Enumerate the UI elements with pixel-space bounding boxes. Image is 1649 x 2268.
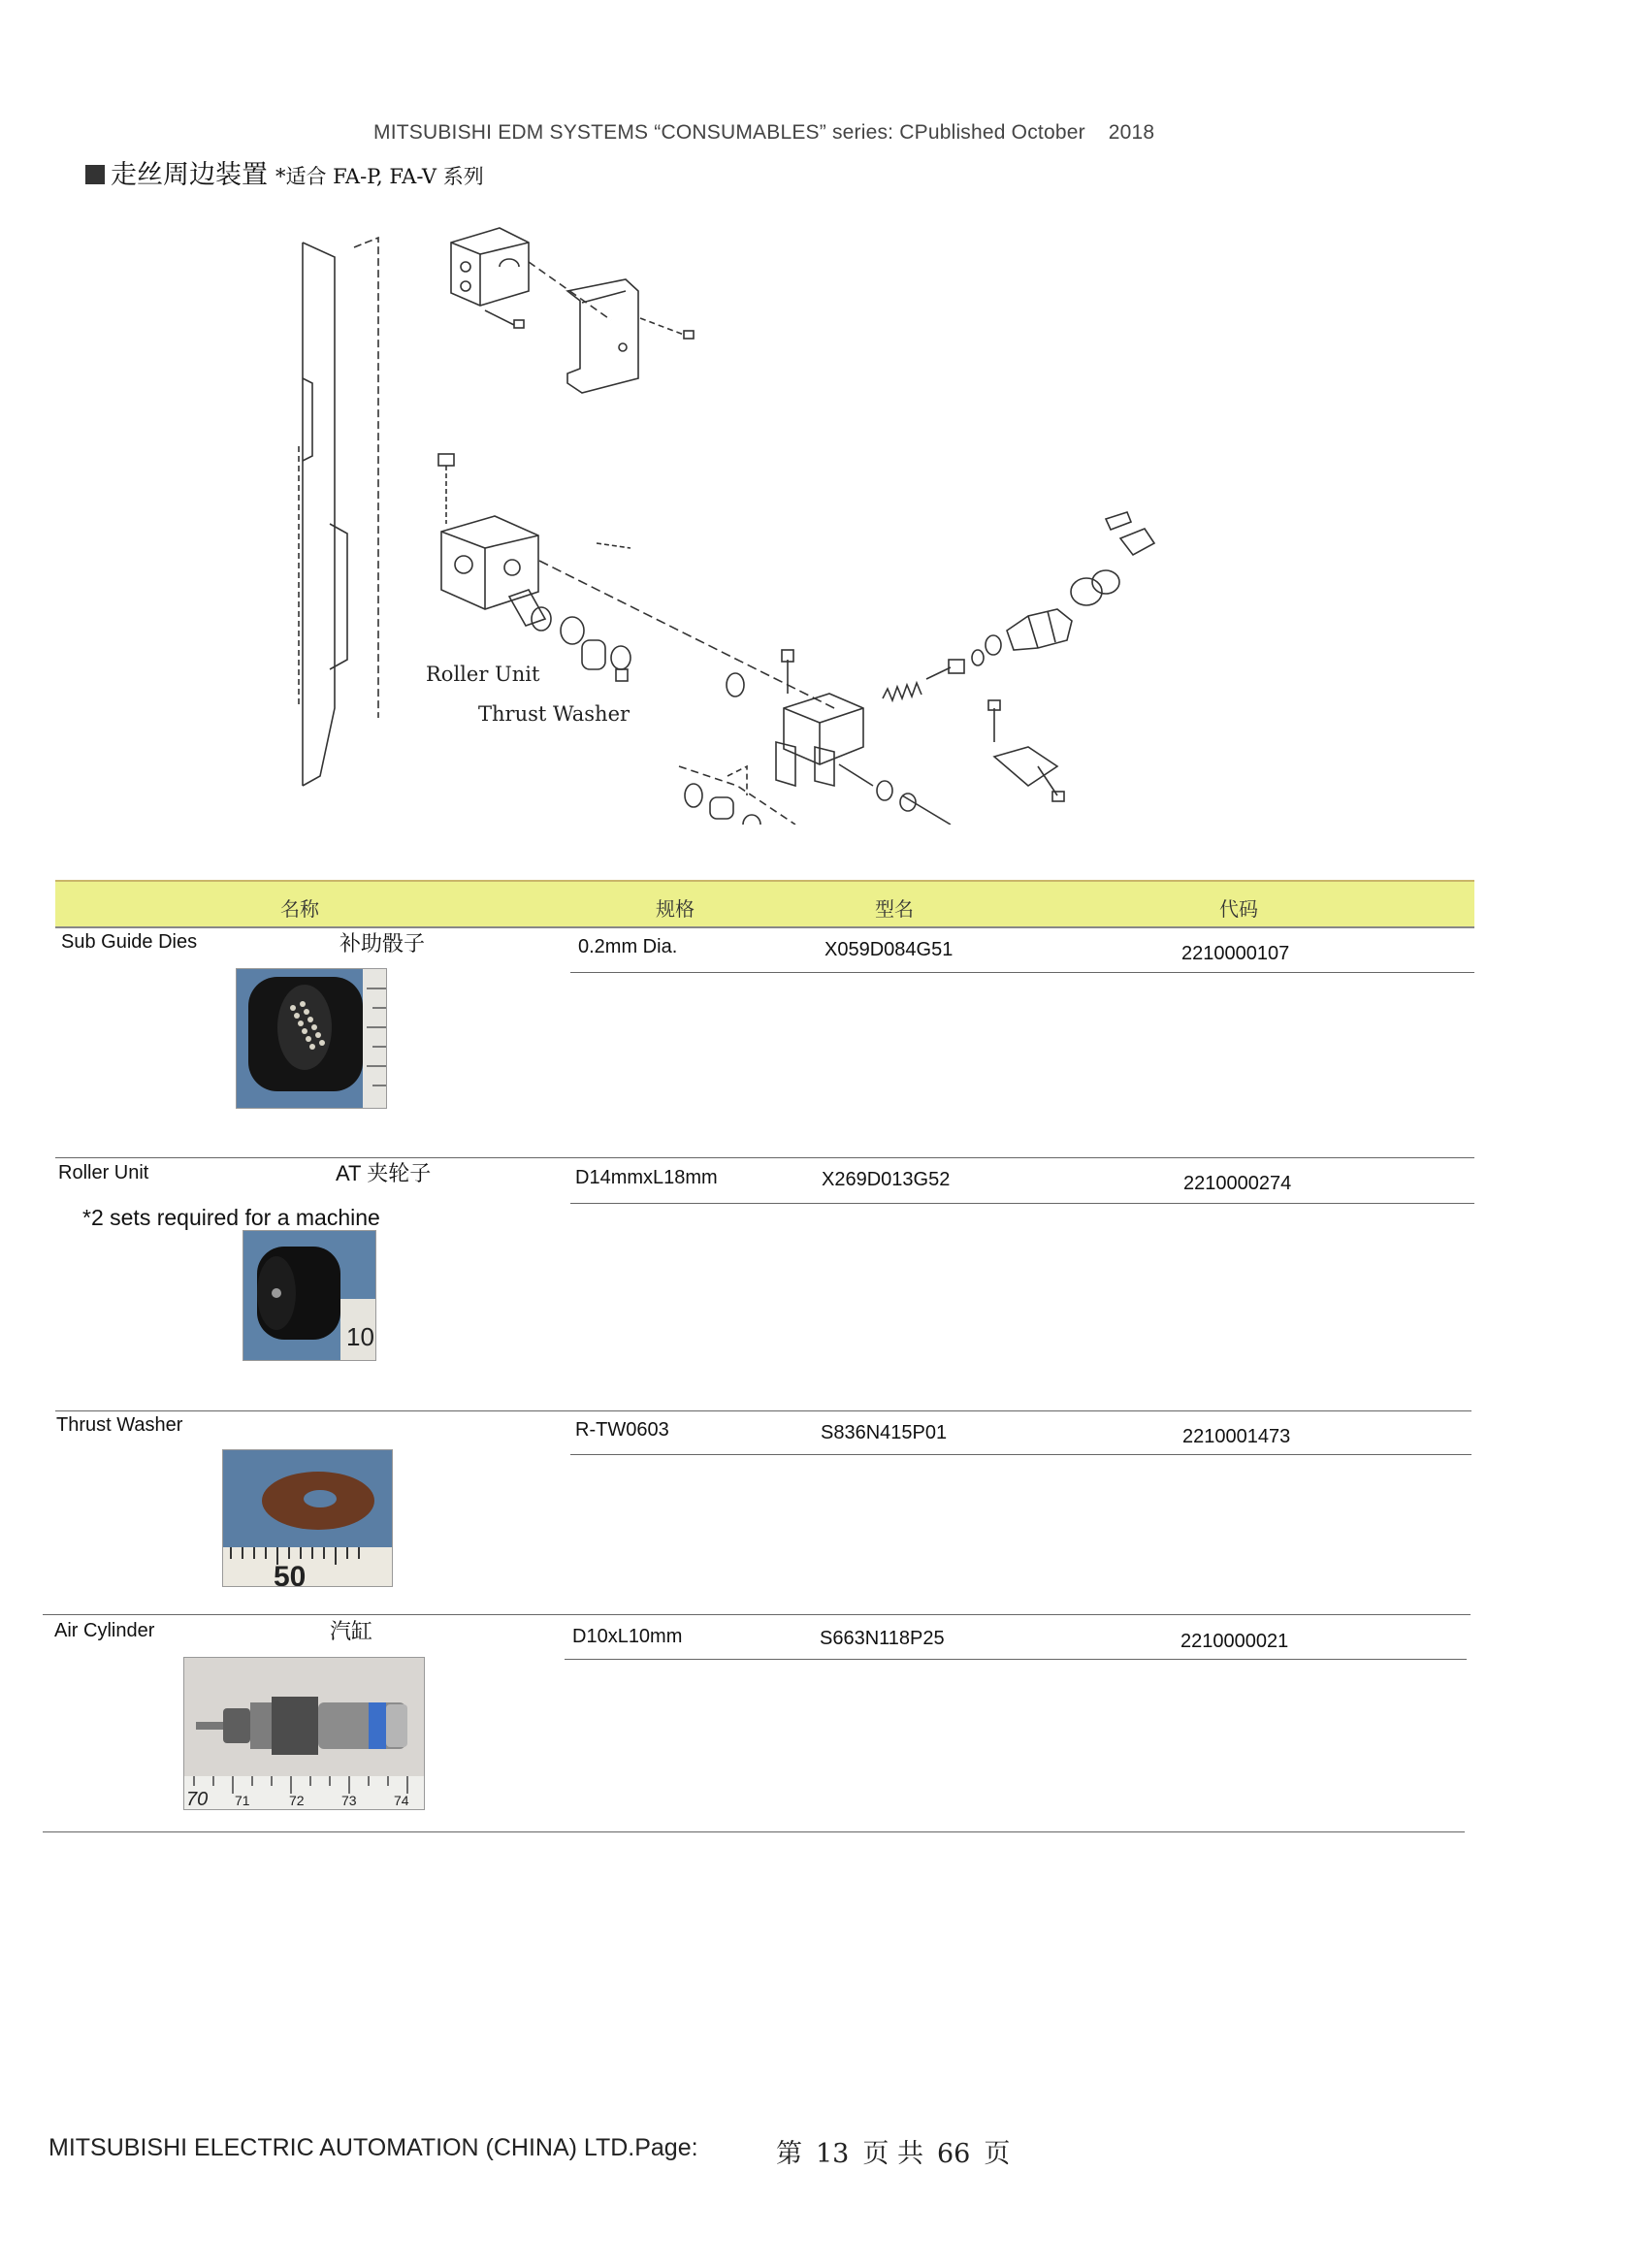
header-text: MITSUBISHI EDM SYSTEMS “CONSUMABLES” series: CPublished October bbox=[373, 121, 1085, 144]
cylinder-ruler-mark-70: 70 bbox=[186, 1789, 209, 1810]
row4-bottom-rule bbox=[43, 1831, 1465, 1832]
row1-subrule bbox=[570, 972, 1474, 973]
section-title bbox=[85, 153, 484, 191]
header-code: 代码 bbox=[1219, 897, 1258, 921]
row2-code: 2210000274 bbox=[1183, 1173, 1292, 1194]
header-year: 2018 bbox=[1108, 121, 1155, 144]
row3-bottom-rule bbox=[43, 1614, 1471, 1615]
row3-model: S836N415P01 bbox=[821, 1422, 948, 1443]
section-title-text: 走丝周边装置 bbox=[111, 160, 268, 190]
row1-name-cn: 补助骰子 bbox=[340, 931, 426, 956]
row2-spec: D14mmxL18mm bbox=[575, 1167, 718, 1188]
header-model: 型名 bbox=[875, 897, 914, 921]
row2-name-cn: AT 夹轮子 bbox=[336, 1161, 432, 1185]
row3-name-en: Thrust Washer bbox=[56, 1414, 183, 1436]
row1-spec: 0.2mm Dia. bbox=[578, 936, 678, 957]
document-header bbox=[373, 121, 1154, 145]
row1-code: 2210000107 bbox=[1181, 943, 1290, 964]
row2-name-en: Roller Unit bbox=[58, 1162, 149, 1183]
row3-spec: R-TW0603 bbox=[575, 1419, 669, 1441]
sub-guide-dies-photo bbox=[236, 968, 387, 1109]
exploded-assembly-diagram bbox=[291, 204, 1164, 825]
header-spec: 规格 bbox=[656, 897, 695, 921]
section-subtitle: *适合 FA-P, FA-V 系列 bbox=[275, 165, 484, 188]
row4-model: S663N118P25 bbox=[820, 1628, 945, 1649]
row4-name-en: Air Cylinder bbox=[54, 1620, 155, 1641]
page-total: 66 bbox=[936, 2139, 971, 2169]
cylinder-ruler-mark-72: 72 bbox=[289, 1793, 305, 1808]
row4-spec: D10xL10mm bbox=[572, 1626, 683, 1647]
row1-model: X059D084G51 bbox=[824, 939, 954, 960]
table-header bbox=[55, 880, 1474, 928]
page-number: 13 bbox=[816, 2139, 850, 2169]
footer-company: MITSUBISHI ELECTRIC AUTOMATION (CHINA) LTD.Page: bbox=[48, 2134, 698, 2161]
row4-code: 2210000021 bbox=[1180, 1631, 1289, 1652]
row2-note: *2 sets required for a machine bbox=[82, 1205, 380, 1230]
row2-model: X269D013G52 bbox=[822, 1169, 951, 1190]
row1-bottom-rule bbox=[55, 1157, 1474, 1158]
row4-subrule bbox=[565, 1659, 1467, 1660]
row2-bottom-rule bbox=[55, 1410, 1471, 1411]
roller-unit-photo bbox=[242, 1230, 376, 1361]
diagram-label-thrust-washer: Thrust Washer bbox=[478, 702, 630, 726]
roller-ruler-mark: 10 bbox=[346, 1322, 374, 1351]
page-prefix: 第 bbox=[776, 2139, 802, 2169]
row3-code: 2210001473 bbox=[1182, 1426, 1291, 1447]
cylinder-ruler-mark-71: 71 bbox=[235, 1793, 250, 1808]
row4-name-cn: 汽缸 bbox=[330, 1619, 373, 1643]
footer-page-indicator bbox=[776, 2132, 1023, 2170]
thrust-washer-photo bbox=[222, 1449, 393, 1587]
row1-name-en: Sub Guide Dies bbox=[61, 931, 198, 953]
cylinder-ruler-mark-74: 74 bbox=[394, 1793, 409, 1808]
header-name: 名称 bbox=[280, 897, 319, 921]
bullet-square-icon bbox=[85, 165, 105, 184]
washer-ruler-mark: 50 bbox=[274, 1561, 307, 1587]
diagram-label-roller-unit: Roller Unit bbox=[426, 663, 540, 686]
air-cylinder-photo bbox=[183, 1657, 425, 1810]
cylinder-ruler-mark-73: 73 bbox=[341, 1793, 357, 1808]
page-suffix: 页 bbox=[984, 2139, 1011, 2169]
row2-subrule bbox=[570, 1203, 1474, 1204]
page-mid: 页 共 bbox=[862, 2139, 923, 2169]
row3-subrule bbox=[570, 1454, 1471, 1455]
